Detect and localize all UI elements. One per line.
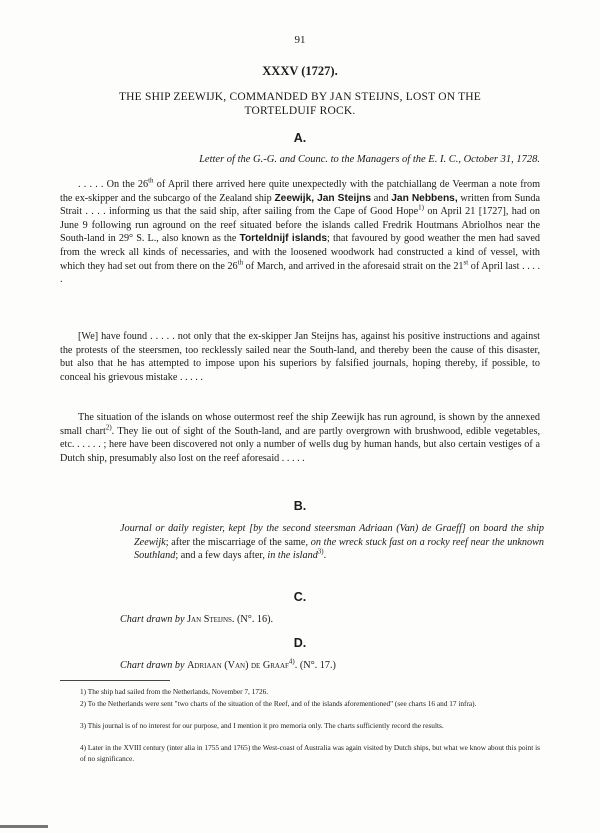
section-a-paragraph-3: The situation of the islands on whose outermost reef the ship Zeewijk has run aground, is shown by the annexed small chart$^{2)}$. They lie out of sight of the South-land, and are partly overgrown with brushwood, edible vegetables, etc. . . . . . ; here have been discovered not only a number of wells dug by human hands, but also certain vestiges of a Dutch ship, presumably also lost on the reef aforesaid . . . . . bbox=[60, 412, 540, 464]
page-number: 91 bbox=[294, 34, 306, 46]
footnote-4: 4) Later in the XVIII century (inter alia in 1755 and 1765) the West-coast of Australia was again visited by Dutch ships, but what we know about this point is of no significance. bbox=[80, 743, 540, 763]
document-number: XXXV (1727). bbox=[262, 64, 338, 78]
section-c-letter: C. bbox=[293, 590, 307, 604]
footnote-ref-3: 3) bbox=[317, 547, 324, 556]
islands-name-bold: Torteldnijf islands bbox=[239, 233, 328, 245]
section-b-letter: B. bbox=[293, 499, 307, 513]
section-c-chart-entry: Chart drawn by Jan Steijns. (N°. 16). bbox=[120, 614, 274, 625]
footnote-ref-4: 4) bbox=[288, 657, 295, 666]
subtitle-line-2: TORTELDUIF ROCK. bbox=[244, 105, 356, 117]
document-subtitle bbox=[60, 90, 540, 118]
footnote-3: 3) This journal is of no interest for our purpose, and I mention it pro memoria only. The charts sufficiently record the results. bbox=[80, 721, 444, 730]
footnote-ref-2: 2) bbox=[105, 423, 112, 432]
section-d-chart-entry: Chart drawn by Adriaan (Van) de Graaf$^{4)}$. (N°. 17.) bbox=[120, 657, 336, 671]
footnote-1: 1) The ship had sailed from the Netherlands, November 7, 1726. bbox=[80, 687, 269, 696]
section-a-heading: Letter of the G.-G. and Counc. to the Managers of the E. I. C., October 31, 1728. bbox=[199, 154, 540, 165]
footnote-2: 2) To the Netherlands were sent "two charts of the situation of the Reef, and of the islands aforementioned" (see charts 16 and 17 infra). bbox=[80, 699, 477, 708]
subtitle-line-1: THE SHIP ZEEWIJK, COMMANDED BY JAN STEIJNS, LOST ON THE bbox=[118, 91, 482, 103]
section-b-journal-entry: Journal or daily register, kept [by the second steersman Adriaan (Van) de Graeff] on board the ship Zeewijk; after the miscarriage of the same, on the wreck stuck fast on a rocky reef near the unknown Southland; and a few days after, in the island$^{3)}$. bbox=[120, 523, 544, 562]
ship-name-bold: Zeewijk, Jan Steijns bbox=[274, 192, 372, 204]
scan-edge-bar bbox=[0, 825, 48, 828]
section-a-paragraph-1: . . . . . On the 26th of April there arrived here quite unexpectedly with the patchiallang de Veerman a note from the ex-skipper and the subcargo of the Zealand ship Zeewijk, Jan Steijns and Jan Nebbens, written from Sunda Strait . . . . informing us that the said ship, after sailing from the Cape of Good Hope$^{1)}$ on April 21 [1727], had on June 9 following run aground on the reef situated before the islands called Fredrik Houtmans Abriolhos near the South-land in 29° S. L., also known as the Torteldnijf islands; that favoured by good weather the men had saved from the wreck all kinds of necessaries, and with the loosened woodwork had constructed a kind of vessel, with which they had set out from there on the 26th of March, and arrived in the aforesaid strait on the 21st of April last . . . . . bbox=[60, 176, 541, 286]
section-a-letter: A. bbox=[293, 131, 307, 145]
footnote-divider bbox=[60, 680, 170, 681]
section-d-letter: D. bbox=[293, 636, 307, 650]
person-name-bold: Jan Nebbens, bbox=[391, 192, 458, 204]
footnote-ref-1: 1) bbox=[418, 203, 424, 212]
section-a-paragraph-2: [We] have found . . . . . not only that the ex-skipper Jan Steijns has, against his positive instructions and against the protests of the steersmen, too recklessly sailed near the South-land, and thereby been the cause of this disaster, but also that he has attempted to impose upon his superiors by falsified journals, hoping thereby, if possible, to conceal his grievous mistake . . . . . bbox=[60, 331, 540, 383]
